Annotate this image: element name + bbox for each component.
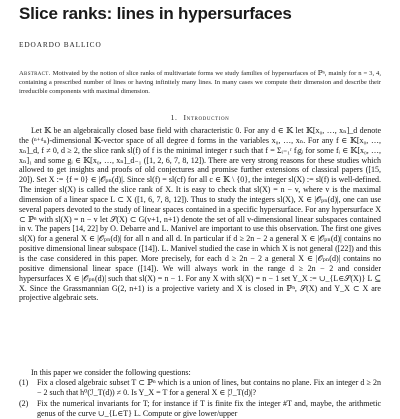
questions-list: [19, 378, 381, 419]
abstract: [19, 69, 381, 96]
question-text: Fix a closed algebraic subset T ⊂ ℙⁿ which is a union of lines, but contains no plane. Fix an integer d ≥ 2n − 2 such that h⁰(ℐ_T(d)) ≠ 0. Is Y_X = T for a general X ∈ |ℐ_T(d)|?: [37, 378, 381, 397]
paper-title: Slice ranks: lines in hypersurfaces: [19, 4, 292, 23]
author-name-text: EDOARDO BALLICO: [19, 40, 102, 49]
question-number: (2): [19, 398, 29, 408]
section-heading: [0, 113, 400, 122]
question-text: Fix the numerical invariants for T; for instance if T is finite fix the integer #T and, maybe, the arithmetic genus of the curve ∪_{L∈T} L. Compute or give lower/upper: [37, 398, 381, 418]
questions-lead: In this paper we consider the following questions:: [31, 368, 191, 377]
abstract-label: Abstract.: [19, 70, 51, 77]
question-number: (1): [19, 378, 29, 387]
intro-paragraph: Let 𝕂 be an algebraically closed base field with characteristic 0. For any d ∈ 𝕂 let 𝕂[x₀, …, xₙ]_d denote the (ⁿ⁺ᵈₙ)-dimensional 𝕂-vector space of all degree d forms in the variables x₀, …, xₙ. For any f ∈ 𝕂[x₀, …, xₙ]_d, f ≠ 0, d ≥ 2, the slice rank sl(f) of f is the minimal integer r such that f = Σᵢ₌₁ʳ fᵢgᵢ for some fᵢ ∈ 𝕂[x₀, …, xₙ]₁ and some gᵢ ∈ 𝕂[x₀, …, xₙ]_d₋₁ ([1, 2, 6, 7, 8, 12]). There are very strong reasons for these studies which allowed to get insights and proofs of old conjectures and promise further extensions of classical papers ([15, 20]). Set X := {f = 0} ∈ |𝒪ₚₙ(d)|. Since sl(f) = sl(cf) for all c ∈ 𝕂 \ {0}, the integer sl(X) := sl(f) is well-defined. The integer sl(X) is called the slice rank of X. It is easy to check that sl(X) = n − v, where v is the maximal dimension of a linear space L ⊂ X ([1, 6, 7, 8, 12]). Thus to study the integers sl(X), X ∈ |𝒪ₚₙ(d)|, one can use several papers devoted to the study of linear spaces contained in a specific hypersurface. For any hypersurface X ⊂ ℙⁿ with sl(X) = n − v let 𝒮(X) ⊂ G(v+1, n+1) denote the set of all v-dimensional linear subspaces contained in v. The papers [14, 22] by O. Debarre and L. Manivel are important to use this observation. The first one gives sl(X) for a general X ∈ |𝒪ₚₙ(d)| for all n and all d. In particular if d ≥ 2n − 2 a general X ∈ |𝒪ₚₙ(d)| contains no positive dimensional linear subspace ([14]). L. Manivel studied the case in which X is not general ([22]) and this is the case considered in this paper. More precisely, for each d ≥ 2n − 2 a general X ∈ |𝒪ₚₙ(d)| contains no positive dimensional linear space ([14]). We will always work in the range d ≥ 2n − 2 and consider hypersurfaces X ∈ |𝒪ₚₙ(d)| such that sl(X) = n − 1. For any X with sl(X) = n − 1 set Y_X := ∪_{L∈𝒮(X)} L ⊆ X. Since the Grassmannian G(2, n+1) is a projective variety and X is closed in ℙⁿ, 𝒮(X) and Y_X ⊂ X are projective algebraic sets.: [19, 126, 381, 303]
author-name: [19, 40, 102, 49]
section-number: 1.: [170, 113, 178, 122]
question-item: [19, 399, 381, 419]
section-title: Introduction: [183, 113, 230, 122]
question-item: [19, 378, 381, 398]
abstract-text: Motivated by the notion of slice ranks of multivariate forms we study families of hypersurfaces of ℙⁿ, mainly for n = 3, 4, containing a prescribed number of lines or having infinitely many lines. In many cases we compute their dimension and describe their irreducible components with maximal dimension.: [19, 70, 381, 95]
